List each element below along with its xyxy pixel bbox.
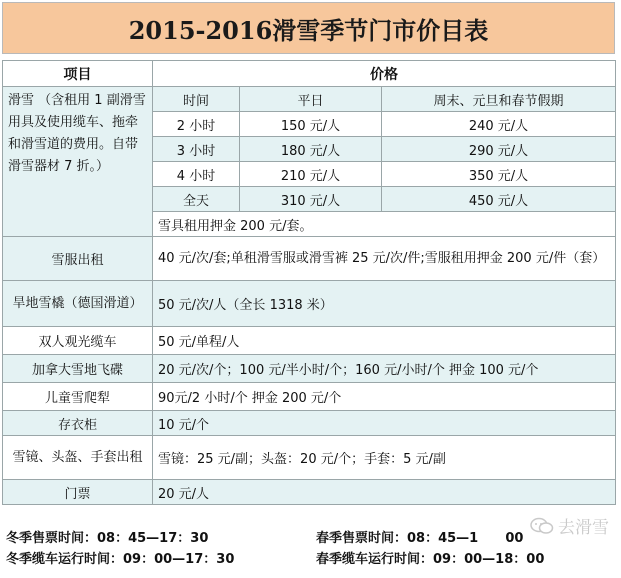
col-holiday: 周末、元旦和春节假期 [382, 87, 616, 112]
header-item: 项目 [3, 61, 153, 87]
ski-holiday-price: 240 元/人 [382, 112, 616, 137]
winter-ticket-hours: 冬季售票时间：08：45—17：30 [6, 531, 209, 546]
header-price: 价格 [153, 61, 616, 87]
col-weekday: 平日 [240, 87, 382, 112]
price-table [2, 60, 616, 505]
winter-lift-hours: 冬季缆车运行时间：09：00—17：30 [6, 552, 235, 567]
footer-hours [6, 528, 616, 570]
ski-name: 滑雪 [8, 93, 35, 108]
chat-bubble-icon [530, 517, 554, 535]
item-name: 雪镜、头盔、手套出租 [3, 436, 153, 480]
item-name: 双人观光缆车 [3, 327, 153, 355]
item-price: 50 元/单程/人 [153, 327, 616, 355]
ski-time: 4 小时 [153, 162, 240, 187]
table-row [3, 383, 616, 411]
item-price: 20 元/人 [153, 480, 616, 505]
ski-holiday-price: 350 元/人 [382, 162, 616, 187]
ski-weekday-price: 150 元/人 [240, 112, 382, 137]
table-row [3, 411, 616, 436]
ski-deposit: 雪具租用押金 200 元/套。 [153, 212, 616, 237]
item-price: 20 元/次/个；100 元/半小时/个；160 元/小时/个 押金 100 元/个 [153, 355, 616, 383]
ski-time: 全天 [153, 187, 240, 212]
table-row [3, 436, 616, 480]
item-price: 10 元/个 [153, 411, 616, 436]
ski-time: 3 小时 [153, 137, 240, 162]
ski-item-cell [3, 87, 153, 237]
spring-lift-hours: 春季缆车运行时间：09：00—18：00 [316, 552, 545, 567]
table-row [3, 480, 616, 505]
ski-weekday-price: 310 元/人 [240, 187, 382, 212]
table-row [3, 281, 616, 327]
item-name: 加拿大雪地飞碟 [3, 355, 153, 383]
watermark [530, 513, 609, 538]
item-name: 存衣柜 [3, 411, 153, 436]
watermark-text: 去滑雪 [558, 518, 609, 538]
page-title: 2015-2016滑雪季节门市价目表 [2, 2, 615, 54]
item-price: 90元/2 小时/个 押金 200 元/个 [153, 383, 616, 411]
ski-weekday-price: 210 元/人 [240, 162, 382, 187]
item-price: 雪镜：25 元/副；头盔：20 元/个；手套：5 元/副 [153, 436, 616, 480]
ski-holiday-price: 450 元/人 [382, 187, 616, 212]
col-time: 时间 [153, 87, 240, 112]
item-name: 旱地雪橇（德国滑道） [3, 281, 153, 327]
item-name: 门票 [3, 480, 153, 505]
ski-holiday-price: 290 元/人 [382, 137, 616, 162]
ski-time: 2 小时 [153, 112, 240, 137]
item-name: 儿童雪爬犁 [3, 383, 153, 411]
table-row [3, 327, 616, 355]
item-price: 50 元/次/人（全长 1318 米） [153, 281, 616, 327]
item-price: 40 元/次/套;单租滑雪服或滑雪裤 25 元/次/件;雪服租用押金 200 元/件（套） [153, 237, 616, 281]
table-row [3, 355, 616, 383]
ski-description: （含租用 1 副滑雪用具及使用缆车、拖牵和滑雪道的费用。自带滑雪器材 7 折。） [8, 93, 146, 174]
table-row [3, 237, 616, 281]
item-name: 雪服出租 [3, 237, 153, 281]
ski-weekday-price: 180 元/人 [240, 137, 382, 162]
spring-ticket-hours: 春季售票时间：08：45—1 00 [316, 531, 524, 546]
